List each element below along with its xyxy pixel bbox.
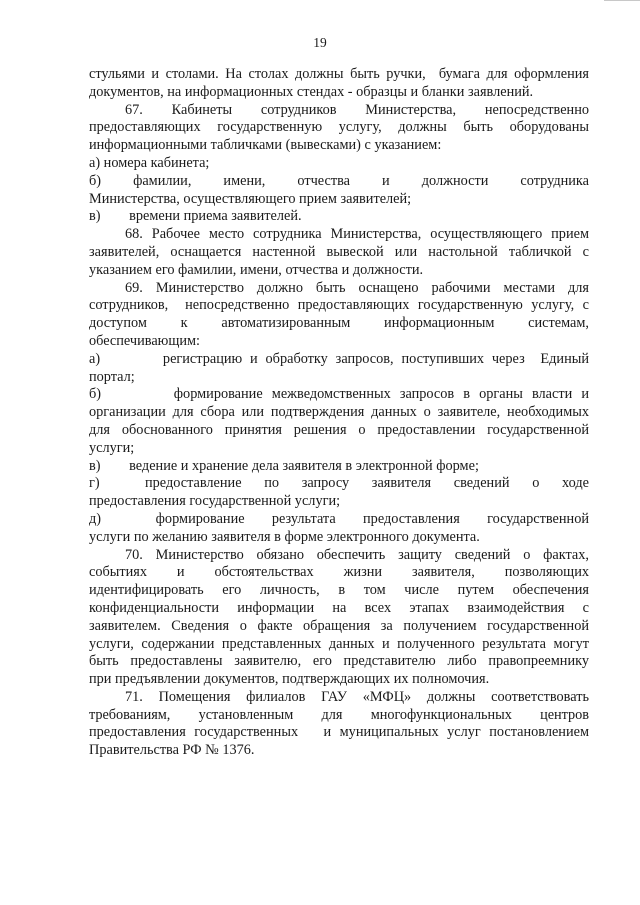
text-line: 70. Министерство обязано обеспечить защиту сведений о фактах,	[125, 546, 589, 563]
text-line: услуги, содержании представленных данных и полученного результата могут	[89, 635, 589, 652]
text-line: в) времени приема заявителей.	[89, 208, 302, 225]
text-line: событиях и обстоятельствах жизни заявителя, позволяющих	[89, 564, 589, 581]
document-body	[89, 66, 589, 760]
text-line: в) ведение и хранение дела заявителя в электронной форме;	[89, 457, 479, 474]
page-number: 19	[313, 35, 327, 50]
text-line: при предъявлении документов, подтверждающих их полномочия.	[89, 671, 490, 688]
text-line: обеспечивающим:	[89, 332, 201, 349]
text-line: указанием его фамилии, имени, отчества и должности.	[89, 261, 424, 278]
text-line: доступом к автоматизированным информационным системам,	[89, 315, 589, 332]
page-corner-mark	[604, 0, 640, 4]
text-line: предоставления государственной услуги;	[89, 493, 341, 510]
text-line: информационными табличками (вывесками) с указанием:	[89, 137, 442, 154]
text-line: б) формирование межведомственных запросов в органы власти и	[89, 386, 589, 403]
text-line: предоставления государственных и муниципальных услуг постановлением	[89, 724, 589, 741]
text-line: услуги по желанию заявителя в форме электронного документа.	[89, 528, 480, 545]
text-line: стульями и столами. На столах должны быть ручки, бумага для оформления	[89, 66, 589, 82]
text-line: г) предоставление по запросу заявителя сведений о ходе	[89, 475, 589, 492]
text-line: а) регистрацию и обработку запросов, поступивших через Единый	[89, 350, 589, 367]
text-line: 68. Рабочее место сотрудника Министерства, осуществляющего прием	[125, 226, 589, 243]
text-line: 71. Помещения филиалов ГАУ «МФЦ» должны соответствовать	[125, 688, 589, 705]
text-line: сотрудников, непосредственно предоставляющих государственную услугу, с	[89, 297, 589, 314]
text-line: б) фамилии, имени, отчества и должности сотрудника	[89, 172, 589, 189]
text-line: требованиям, установленным для многофункциональных центров	[89, 706, 589, 723]
text-line: 67. Кабинеты сотрудников Министерства, непосредственно	[125, 101, 589, 118]
text-line: предоставляющих государственную услугу, должны быть оборудованы	[89, 119, 589, 136]
text-line: идентифицировать его личность, в том числе путем обеспечения	[89, 582, 589, 599]
text-line: для обоснованного принятия решения о предоставлении государственной	[89, 421, 589, 438]
text-line: д) формирование результата предоставления государственной	[89, 510, 589, 527]
text-line: конфиденциальности информации на всех этапах взаимодействия с	[89, 599, 589, 616]
text-line: Министерства, осуществляющего прием заявителей;	[89, 190, 412, 207]
text-line: 69. Министерство должно быть оснащено рабочими местами для	[125, 279, 589, 296]
text-line: быть предоставлены заявителю, его представителю либо правопреемнику	[89, 653, 589, 670]
text-line: заявителей, оснащается настенной вывеской или настольной табличкой с	[89, 243, 589, 260]
text-line: портал;	[89, 368, 135, 385]
text-line: документов, на информационных стендах - образцы и бланки заявлений.	[89, 83, 534, 100]
text-line: а) номера кабинета;	[89, 154, 210, 171]
text-line: Правительства РФ № 1376.	[89, 742, 255, 759]
text-line: услуги;	[89, 439, 135, 456]
text-line: организации для сбора или подтверждения данных о заявителе, необходимых	[89, 404, 589, 421]
text-line: заявителем. Сведения о факте обращения за получением государственной	[89, 617, 589, 634]
